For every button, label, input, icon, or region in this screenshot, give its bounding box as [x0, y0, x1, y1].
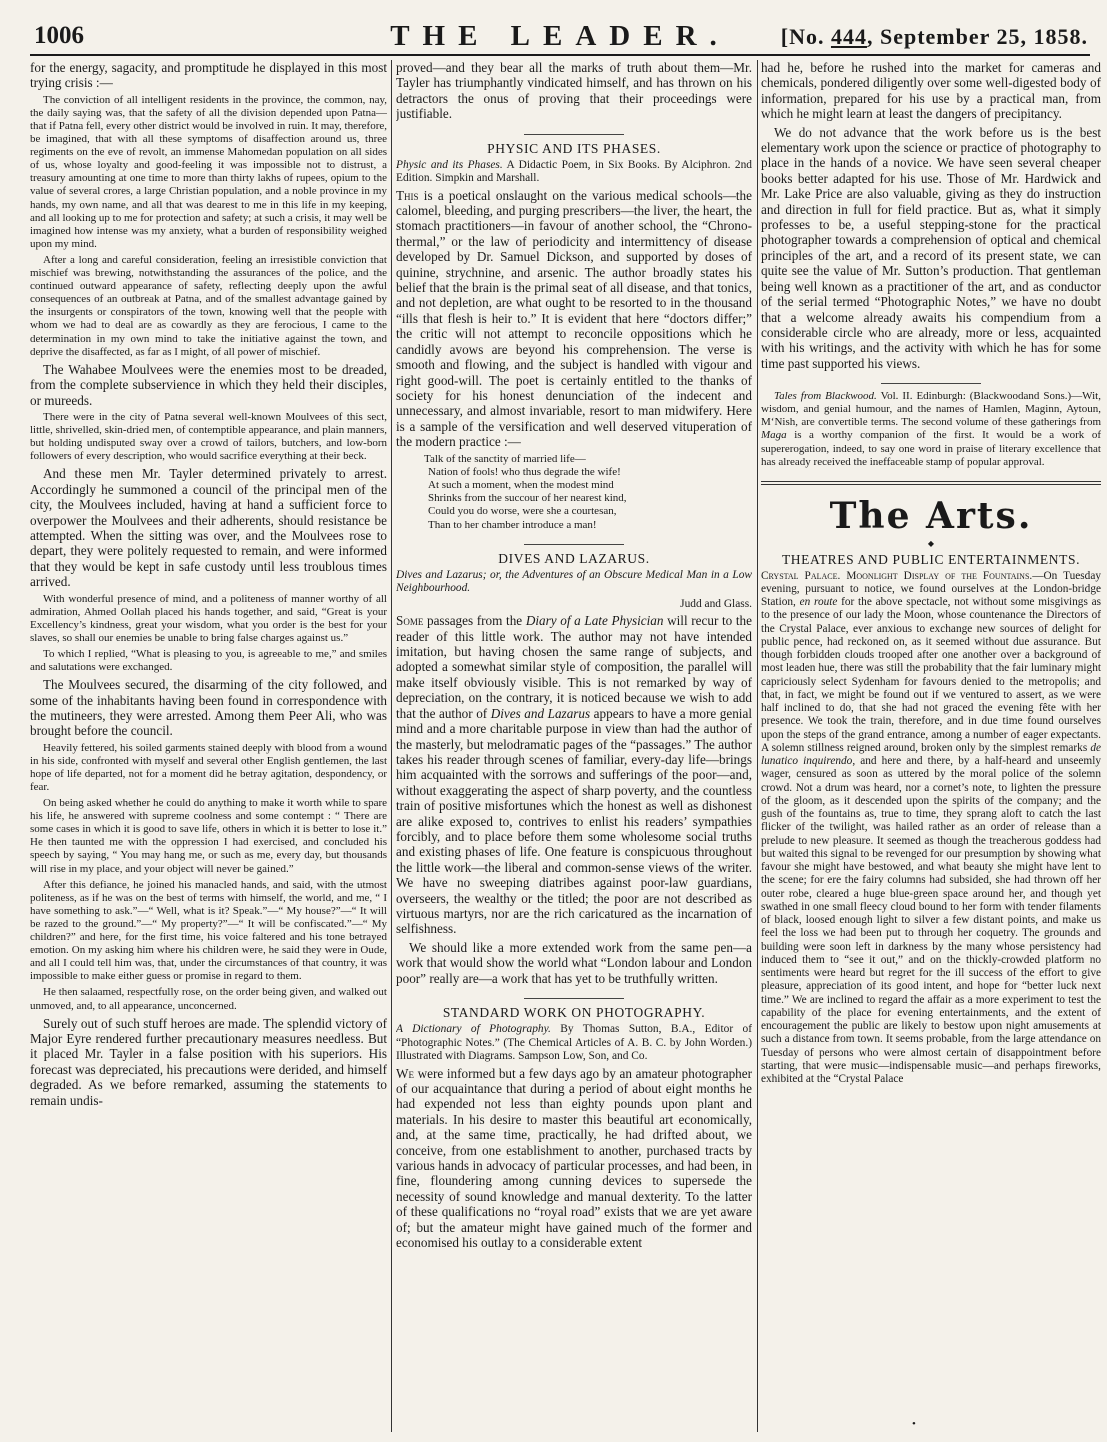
section-title-arts: The Arts. — [829, 494, 1033, 537]
cited-title: Diary of a Late Physician — [525, 613, 664, 629]
verse-line: At such a moment, when the modest mind — [428, 478, 614, 491]
issue-line — [781, 24, 1088, 50]
paragraph-text: is a poetical onslaught on the various medical schools—the calomel, bleeding, and purging prescribers—the liver, the heart, the stomach practitioners—in favour of another school, the “Chrono-thermal,” or the law of periodicity and intermittency of disease developed by Dr. Samuel Dickson, and supported by doses of quinine, strychnine, and arsenic. The author broadly states his belief that the brain is the primal seat of all disease, and that tonics, and not depletion, are what ought to be resorted to in the thousand “ills that flesh is heir to.” It is evident that here “doctors differ;” the critic will not attempt to reconcile oppositions which he candidly avows are beyond his comprehension. The verse is smooth and flowing, and the subject is handled with vigour and right good-will. The poet is certainly entitled to the thanks of society for his honest denunciation of the indecent and unnecessary, and almost invariable, resort to man midwifery. Here is a sample of the versification and well deserved vituperation of the modern practice :— — [396, 187, 752, 450]
ornament-icon: ◆ — [927, 538, 935, 548]
quotation: After this defiance, he joined his manacled hands, and said, with the utmost politeness, as if he was on the best of terms with himself, the world, and me, “ I have something to ask.”—“ Well, what is it? Speak.”—“ My house?”—“ It will be razed to the ground.”—“ My property?”—“ It will be confiscated.”—“ My children?” and here, for the first time, his voice faltered and his tone betrayed emotion. On my asking him where his children were, he said they were in Oude, and all I could tell him was, that, under the circumstances of that country, it was impossible to make either guess or promise in regard to them. — [30, 878, 387, 983]
paragraph: The Wahabee Moulvees were the enemies most to be dreaded, from the complete subservience in which they held their disciples, or mureeds. — [30, 361, 387, 408]
review-citation: Dives and Lazarus; or, the Adventures of an Obscure Medical Man in a Low Neighbourhood. — [396, 568, 752, 595]
lead-word: We — [396, 1065, 414, 1081]
issue-prefix: [No. — [780, 24, 825, 49]
paragraph: We do not advance that the work before us is the best elementary work upon the science or practice of photography to place in the hands of a novice. We have seen several cheaper books better adapted for his use. Those of Mr. Hardwick and Mr. Lake Price are also valuable, giving as they do instruction and direction in full for field practice. But as, what it simply professes to be, a useful stepping-stone for the practical photographer towards a comprehension of optical and chemical principles of the art, and a record of its present state, we can quite see the value of Mr. Sutton’s production. That gentleman being well known as a practitioner of the art, and as conductor of the serial termed “Photographic Notes,” we have no doubt that a welcome already awaits his compendium from a considerable circle who are already, more or less, acquainted with his writings, and the activity with which he has for some time past supported his views. — [761, 124, 1101, 371]
citation-details: A Didactic Poem, in Six Books. By Alciphron. 2nd Edition. Simpkin and Marshall. — [396, 158, 752, 185]
lead-heading: Crystal Palace. Moonlight Display of the Fountains. — [761, 569, 1033, 582]
verse-line: Shrinks from the succour of her nearest kind, — [428, 492, 627, 505]
quotation: The conviction of all intelligent residents in the province, the common, nay, the daily saying was, that the safety of all the division depended upon Patna—that if Patna fell, every other district would be involved in ruin. It may, therefore, be imagined, that with all these symptoms of disaffection around us, three regiments on the eve of revolt, an immense Mahomedan population on all sides of us, whose loyalty and good-feeling it was impossible not to distrust, a treasury amounting at one time to more than thirty lakhs of rupees, opium to the value of several crores, a large Christian population, and a noble province in my hands, my own name, and all that was dearest to me in this life in my keeping, and all looking up to me for protection and safety; at such a crisis, it may well be imagined how intense was my anxiety, what a burden of responsibility weighed upon my mind. — [30, 93, 387, 250]
cited-title: Dives and Lazarus — [490, 705, 591, 721]
paragraph-text: , and here and there, by a half-heard and unseemly wager, censured as soon as uttered by the moral police of the solemn crowd. Not a drum was heard, nor a cornet’s note, to lighten the pressure of the gloom, as it descended upon the spirits of the company; and the gush of the fountains as, true to time, they sprang aloft to catch the last flicker of the twilight, was hailed rather as an order of release than a prelude to new pleasure. It seemed as though the treacherous goddess had but waited this signal to be revenged for our presumption by showing what favour she might have bestowed, and what beauty she might have lent to the scene; for ere the fairy columns had subsided, she had thrown off her outer robe, cleared a huge blue-green space around her, and though yet swathed in one small fleecy cloud bound to her form with tender filaments of black, loosed enough light to silver a few distant points, and make us feel the loss we had been put to through her coquetry. The grounds and building were soon left in darkness by the many whose persistency had induced them to “see it out,” and on the thickly-crowded platform no sentiments were heard but regret for the ill success of the effort to give pleasure, appreciation of its good intent, and hope for “better luck next time.” We are inclined to regard the affair as a more experiment to test the capability of the place for evening entertainments, and the extent of encouragement the public are likely to bestow upon night amusements at such a distance from town. It seems probable, from the large attendance on Tuesday of persons who were almost certain of disappointment before starting, that were music—indispensable music—and perhaps fireworks, exhibited at the “Crystal Palace — [761, 755, 1101, 1086]
column-divider — [391, 60, 392, 1432]
quotation: After a long and careful consideration, feeling an irresistible conviction that mischief was brewing, notwithstanding the assurances of the police, and the continued outward appearance of safety, reflecting deeply upon the awful consequences of an outbreak at Patna, and of the smallest advantage gained by the insurgents or conspirators of the town, knowing well that the people with whom we had to deal are as cowardly as they are ferocious, I came to the determination in my own mind to take the initiative against the town, and deprive the disaffected, as far as I might, of all power of mischief. — [30, 253, 387, 358]
quotation: On being asked whether he could do anything to make it worth while to spare his life, he answered with supreme coolness and some contempt : “ There are some cases in which it is good to save life, others in which it is better to lose it.” He then taunted me with the oppression I had exercised, and concluded his speech by saying, “ You may hang me, or such as me, every day, but thousands will rise in my place, and your object will never be gained.” — [30, 797, 387, 875]
paragraph: had he, before he rushed into the market for cameras and chemicals, pondered diligently over some well-digested body of information, prepared for his use by a practical man, from which he might learn at least the dangers of precipitancy. — [761, 60, 1101, 122]
review-heading-photography: STANDARD WORK ON PHOTOGRAPHY. — [442, 1005, 706, 1020]
cited-title: Physic and its Phases. — [396, 158, 503, 171]
paragraph-text: will recur to the reader of this little work. The author may not have intended imitation, but having chosen the same range of subjects, and adopted a somewhat similar style of composition, the parallel will make itself obviously visible. This is not remarked by way of depreciation, on the contrary, it is noticed because we wish to add that the author of — [396, 613, 752, 721]
paragraph-text: passages from the — [423, 613, 526, 629]
citation-details: By Thomas Sutton, B.A., Editor of “Photographic Notes.” (The Chemical Articles of A. B. C. by John Worden.) Illustrated with Diagrams. Sampson Low, Son, and Co. — [396, 1023, 752, 1062]
foreign-phrase: en route — [799, 596, 838, 609]
paragraph — [396, 188, 752, 450]
review-citation — [396, 159, 752, 186]
review-heading-physic: PHYSIC AND ITS PHASES. — [487, 140, 661, 156]
issue-date: , September 25, 1858. — [866, 24, 1088, 49]
cited-title: Tales from Blackwood. — [774, 390, 877, 403]
publisher: Judd and Glass. — [680, 597, 752, 610]
paragraph — [761, 570, 1101, 1087]
quotation: Heavily fettered, his soiled garments stained deeply with blood from a wound in his side, confronted with myself and several other English gentlemen, the last hope of life departed, not for a moment did he betray agitation, despondency, or fear. — [30, 741, 387, 793]
column-middle — [396, 60, 752, 1432]
paragraph: We should like a more extended work from the same pen—a work that would show the world what “London labour and London poor” really are—a work that has yet to be truthfully written. — [396, 939, 752, 986]
verse-excerpt — [396, 453, 752, 532]
page-number: 1006 — [34, 22, 84, 49]
section-rule — [881, 383, 981, 384]
paragraph-text: appears to have a more genial mind and a more charitable purpose in view than had the author of the masterly, but melodramatic pages of the “passages.” The author takes his reader through scenes of familiar, every-day life—brings him acquainted with the sorrows and sufferings of the poor—and, without exaggerating the aspect of sharp poverty, and the countless train of positive misfortunes which the honest as well as dishonest are alike exposed to, contrives to enlist his readers’ sympathies forcibly, and to place before them some wholesome social truths and existing phases of life. One feature is conspicuous throughout the little work—the liberal and common-sense views of the writer. We have no sweeping diatribes against poor-law guardians, overseers, the wealthy or the titled; the poor are not described as virtuous martyrs, nor are the rich caricatured as the incarnation of selfishness. — [396, 705, 752, 937]
paragraph-text: for the above spectacle, not without some misgivings as to the presence of our lady the Moon, whose countenance the Directors of the Crystal Palace, ever anxious to exchange new sources of delight for public pence, had reckoned on, as it seemed without due assurance. But though forbidden clouds trooped after one another over a background of most leaden hue, there was still the probability that the fair luminary might capriciously select Sydenham for favours denied to the metropolis; and that, in fact, we might be found out if we ventured to assert, as we were half inclined to do, that she had not graced the evening fête with her presence. We took the train, therefore, and in due time found ourselves upon the steps of the grand entrance, among a number of eager expectants. A solemn stillness reigned around, broken only by the simplest remarks — [761, 596, 1101, 754]
paragraph-text: were informed but a few days ago by an amateur photographer of our acquaintance that during a period of about eight months he had expended not less than eighty pounds upon plant and materials. In his desire to master this beautiful art economically, and, at the same time, practically, he had drifted about, we conceive, from one establishment to another, purchased tracts by various hands in advocacy of particular processes, and had been, in fine, floundering among cunning devices to supersede the necessity of sound knowledge and manual dexterity. To the latter of these qualifications no “royal road” exists that we are yet aware of; but the amateur might have gained much of the former and economised his outlay to a considerable extent — [396, 1065, 752, 1250]
verse-line: Than to her chamber introduce a man! — [428, 518, 597, 531]
paragraph: And these men Mr. Tayler determined privately to arrest. Accordingly he summoned a council of the principal men of the city, the Moulvees included, having at hand a sufficient force to overpower the Moulvees and their adherents, should resistance be attempted. When the sitting was over, and the Moulvees rose to depart, they were politely requested to remain, and were informed that they would be kept in safe custody until less troublous times arrived. — [30, 466, 387, 590]
column-left — [30, 60, 387, 1432]
paragraph: proved—and they bear all the marks of truth about them—Mr. Tayler has triumphantly vindicated himself, and has thrown on his detractors the onus of proving that their proceedings were justifiable. — [396, 60, 752, 122]
paragraph: Surely out of such stuff heroes are made. The splendid victory of Major Eyre rendered further precautionary measures needless. But it placed Mr. Tayler in a false position with his superiors. His forecast was depreciated, his precautions were derided, and himself degraded. As we before remarked, assuming the statements to remain undis- — [30, 1015, 387, 1108]
quotation: There were in the city of Patna several well-known Moulvees of this sect, little, shrivelled, skin-dried men, of contemptible appearance, and plain manners, but holding undisputed sway over a crowd of tailors, butchers, and low-born followers of every description, who would sacrifice everything at their beck. — [30, 410, 387, 463]
double-rule — [761, 481, 1101, 485]
column-right — [761, 60, 1101, 1432]
paragraph — [396, 1066, 752, 1251]
review-citation — [396, 1023, 752, 1064]
paragraph-text: Vol. II. Edinburgh: (Blackwoodand Sons.)—Wit, wisdom, and genial humour, and the names of Hamlen, Maginn, Aytoun, M‘Nish, are convertible terms. The second volume of these gatherings from — [761, 390, 1101, 429]
cited-title: A Dictionary of Photography. — [396, 1023, 551, 1035]
quotation: To which I replied, “What is pleasing to you, is agreeable to me,” and smiles and salutations were exchanged. — [30, 647, 387, 673]
subsection-heading: THEATRES AND PUBLIC ENTERTAINMENTS. — [781, 551, 1081, 567]
quotation: He then salaamed, respectfully rose, on the order being given, and walked out unmoved, and, to all appearance, unconcerned. — [30, 986, 387, 1012]
section-rule — [524, 544, 624, 545]
foreign-phrase: de lunatico inquirendo — [761, 741, 1101, 768]
paragraph-text: is a worthy companion of the first. It would be a work of supererogation, indeed, to say one word in praise of literary excellence that has already received the ineffaceable stamp of popular approval. — [761, 429, 1101, 468]
paragraph — [396, 613, 752, 937]
verse-line: Could you do worse, were she a courtesan, — [428, 505, 617, 518]
notice-paragraph — [761, 390, 1101, 469]
paragraph: for the energy, sagacity, and promptitude he displayed in this most trying crisis :— — [30, 60, 387, 91]
quotation: With wonderful presence of mind, and a politeness of manner worthy of all admiration, Ahmed Oollah placed his hands together, and said, “Great is your Excellency’s kindness, great your wisdom, what you order is the best for your slaves, so shall our enemies be unable to bring false charges against us.” — [30, 592, 387, 644]
verse-line: Nation of fools! who thus degrade the wife! — [428, 465, 621, 478]
lead-word: This — [396, 187, 419, 203]
page-header — [30, 16, 1090, 56]
cited-title: Maga — [761, 429, 787, 442]
masthead-title: THE LEADER. — [390, 20, 730, 52]
issue-number: 444 — [830, 24, 867, 49]
review-heading-dives: DIVES AND LAZARUS. — [498, 550, 650, 566]
column-divider — [757, 60, 758, 1432]
lead-word: Some — [396, 613, 424, 629]
paragraph: The Moulvees secured, the disarming of the city followed, and some of the inhabitants having been found in correspondence with the mutineers, they were arrested. Among them Peer Ali, who was brought before the council. — [30, 677, 387, 739]
paragraph-text: —On Tuesday evening, pursuant to notice, we found ourselves at the London-bridge Station, — [761, 569, 1101, 609]
verse-line: Talk of the sanctity of married life— — [424, 452, 586, 465]
section-rule — [524, 998, 624, 999]
dot-ornament-icon: • — [912, 1418, 916, 1430]
section-rule — [524, 134, 624, 135]
